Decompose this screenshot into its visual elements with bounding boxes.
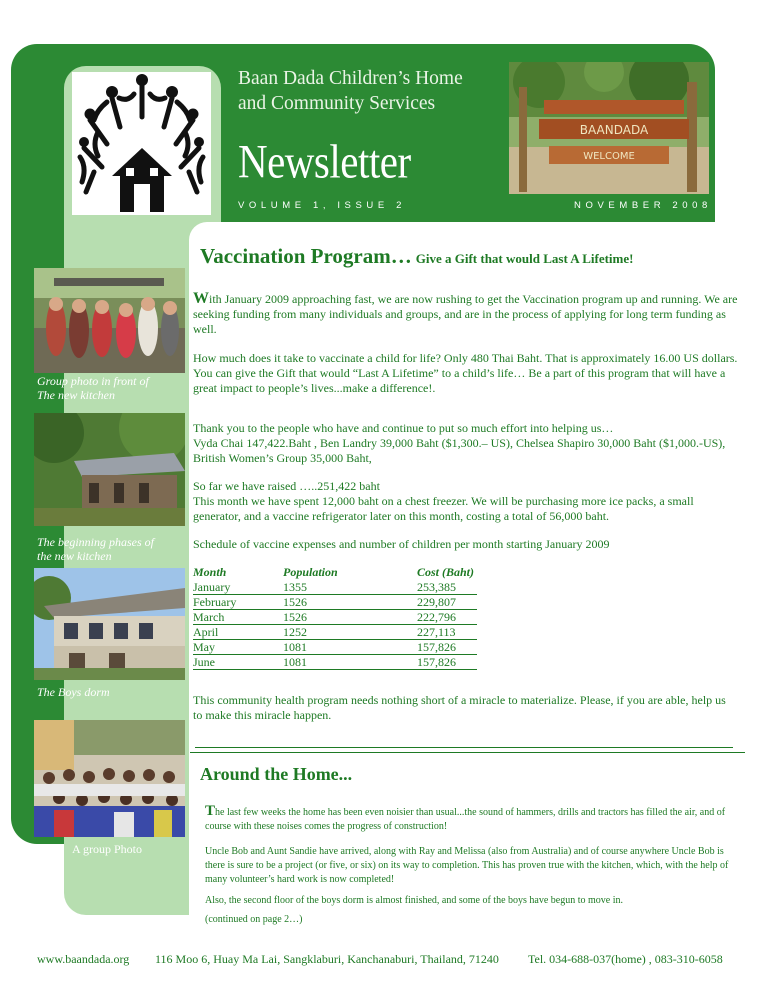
vaccination-paragraph-3: Thank you to the people who have and continue to put so much effort into helping us… Vyda Chai 147,422.Baht , Ben Landry 39,000 Baht ($1,300.– US), Chelsea Shapiro 30,000 Baht ($1,000.-US), British Women’s Group 35,000 Baht, [193,421,726,465]
table-row: March 1526 222,796 [193,610,477,625]
welcome-sign-photo [509,62,709,194]
table-row: January 1355 253,385 [193,580,477,595]
section-divider [190,752,745,753]
home-paragraph-2: Uncle Bob and Aunt Sandie have arrived, along with Ray and Melissa (also from Australia) and of course anywhere Uncle Bob is there is sure to be a project (or five, or six) on its way to completion. This has proven true with the kitchen, which, with the help of many volunteer’s hard work is now completed! [205,846,729,885]
sign-text-top: BAANDADA [579,123,649,137]
vaccination-heading: Vaccination Program… Give a Gift that would Last A Lifetime! [200,244,634,268]
children-circle-logo-icon [72,72,211,215]
table-header: Month [193,565,227,579]
home-heading: Around the Home... [200,764,353,784]
caption-kitchen-construction: The beginning phases of the new kitchen [37,535,154,563]
table-header-row [193,565,477,580]
vaccine-schedule-table [193,565,477,670]
table-header: Population [283,565,338,579]
table-row: June 1081 157,826 [193,655,477,670]
footer-website[interactable]: www.baandada.org [37,952,130,966]
vaccination-paragraph-5: Schedule of vaccine expenses and number of children per month starting January 2009 [193,537,610,551]
home-paragraph-1: The last few weeks the home has been even noisier than usual...the sound of hammers, drills and tractors has filled the air, and of course with these noises comes the progress of construction! [205,803,726,832]
table-row: May 1081 157,826 [193,640,477,655]
home-paragraph-3: Also, the second floor of the boys dorm is almost finished, and some of the boys have begun to move in. [205,895,623,906]
issue-date: NOVEMBER 2008 [574,200,712,211]
vaccination-paragraph-2: How much does it take to vaccinate a child for life? Only 480 Thai Baht. That is approximately 16.00 US dollars. You can give the Gift that would “Last A Lifetime” to a child’s life… Be a part of this program that will have a great impact to people’s lives...make a difference!. [193,351,738,395]
vaccination-subheading: Give a Gift that would Last A Lifetime! [415,251,634,266]
caption-group-photo: A group Photo [72,842,143,856]
sign-text-bottom: WELCOME [583,151,635,162]
footer-phone: Tel. 034-688-037(home) , 083-310-6058 [528,952,723,966]
logo [72,72,211,215]
vaccination-closing: This community health program needs nothing short of a miracle to materialize. Please, if you are able, help us to make this miracle happen. [193,693,726,722]
home-continued: (continued on page 2…) [205,914,303,925]
org-name-line2: and Community Services [238,93,436,114]
org-name-line1: Baan Dada Children’s Home [238,68,463,89]
org-name [238,66,508,116]
photo-boys-dorm [34,568,185,680]
volume-issue: VOLUME 1, ISSUE 2 [238,200,406,211]
table-row: February 1526 229,807 [193,595,477,610]
table-header: Cost (Baht) [417,565,475,579]
caption-group-kitchen: Group photo in front of The new kitchen [37,374,149,402]
caption-boys-dorm: The Boys dorm [37,685,110,699]
photo-group [34,720,185,837]
vaccination-paragraph-4: So far we have raised …..251,422 baht This month we have spent 12,000 baht on a chest freezer. We will be purchasing more ice packs, a small generator, and a vaccine refrigerator later on this month, costing a total of 56,000 baht. [193,479,694,523]
table-row: April 1252 227,113 [193,625,477,640]
vaccination-paragraph-1: With January 2009 approaching fast, we are now rushing to get the Vaccination program up and running. We are seeking funding from many individuals and groups, and are in the process of applying for long term funding as well. [193,290,738,336]
photo-kitchen-construction [34,413,185,526]
photo-group-kitchen [34,268,185,373]
footer-address: 116 Moo 6, Huay Ma Lai, Sangklaburi, Kanchanaburi, Thailand, 71240 [155,952,499,966]
section-divider [195,747,733,748]
newsletter-title: Newsletter [238,135,411,189]
